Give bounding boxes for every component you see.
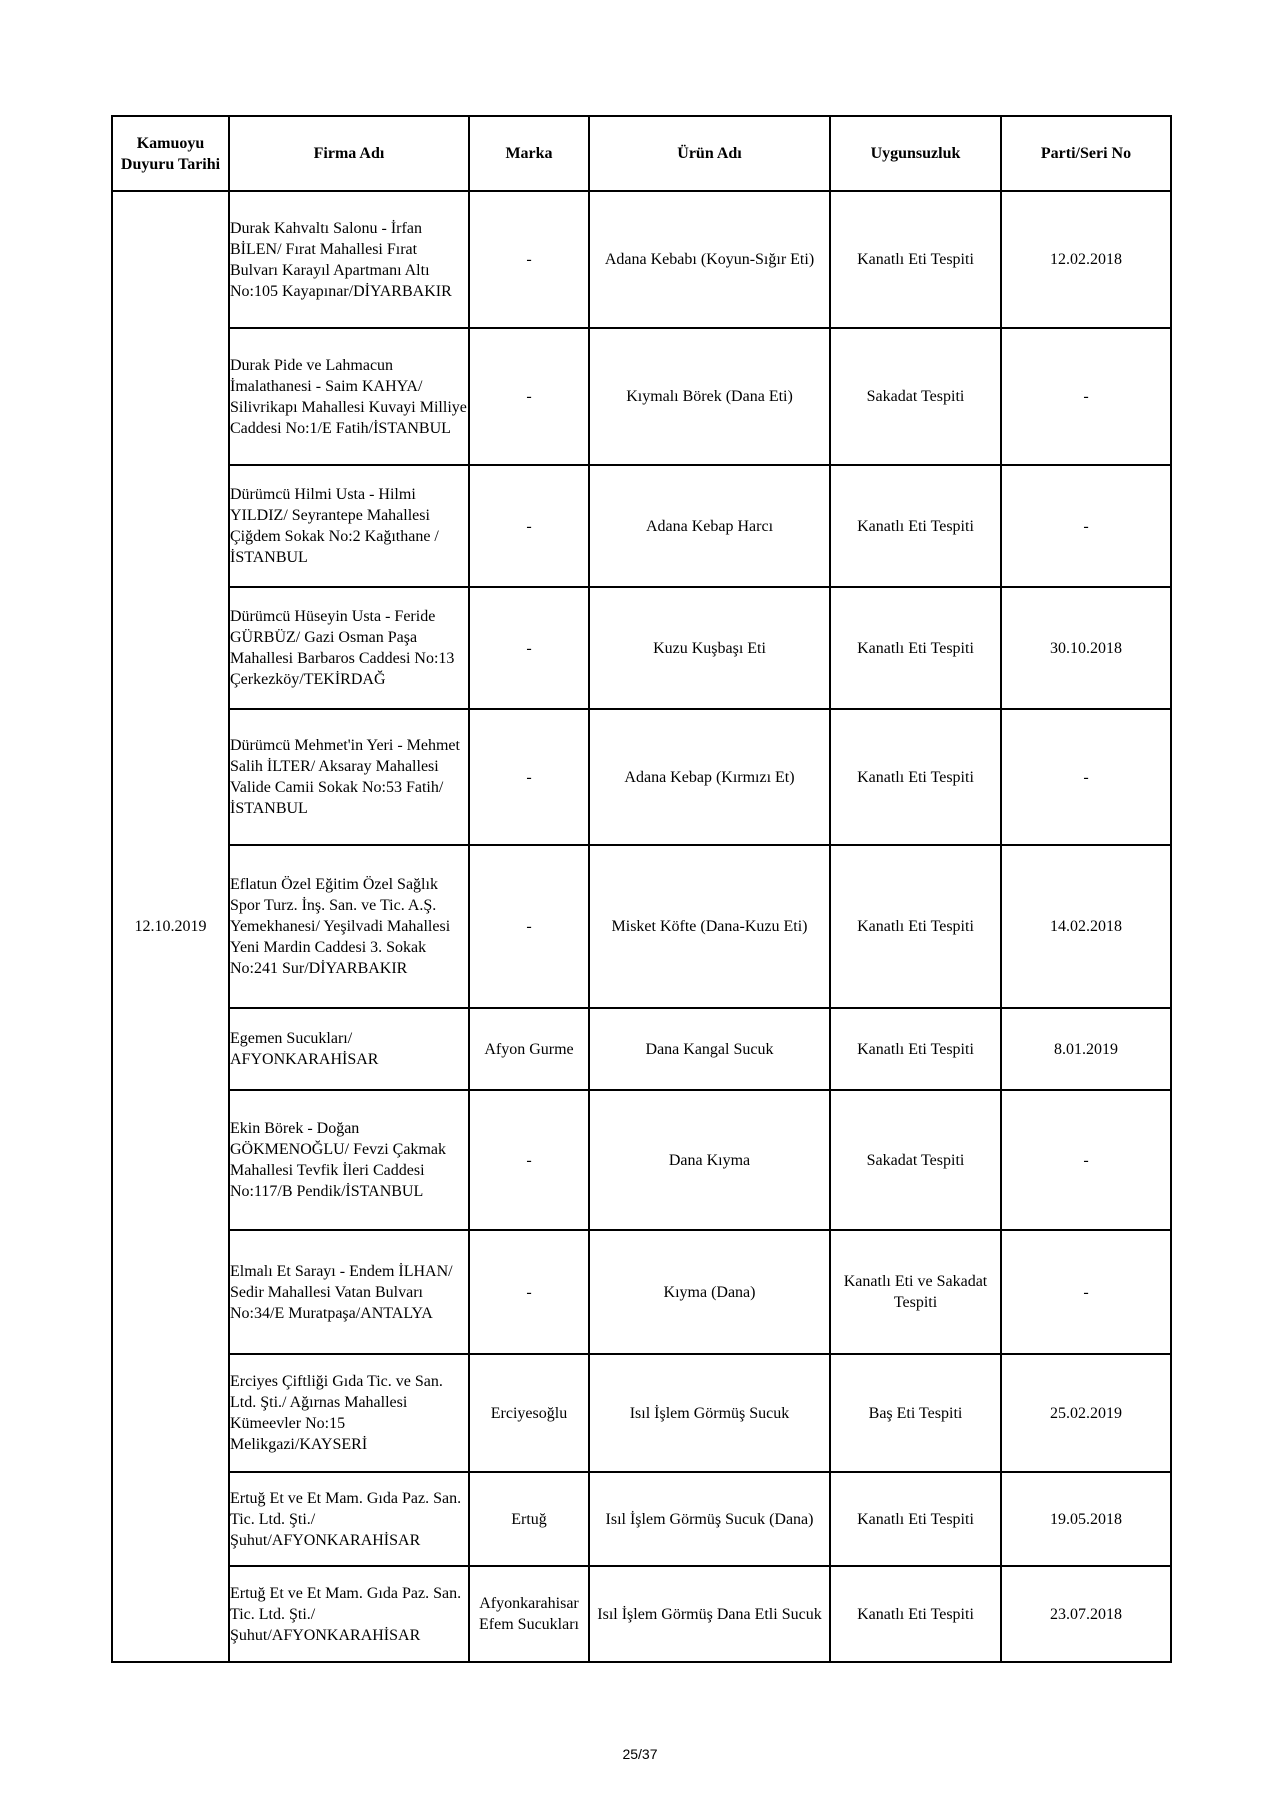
firma-cell: Dürümcü Mehmet'in Yeri - Mehmet Salih İLTER/ Aksaray Mahallesi Valide Camii Sokak No:53 Fatih/İSTANBUL bbox=[229, 709, 469, 845]
table-row bbox=[112, 1008, 1171, 1090]
uygunsuzluk-cell: Kanatlı Eti ve Sakadat Tespiti bbox=[830, 1230, 1001, 1354]
table-row bbox=[112, 328, 1171, 465]
firma-cell: Durak Pide ve Lahmacun İmalathanesi - Saim KAHYA/ Silivrikapı Mahallesi Kuvayi Milliye Caddesi No:1/E Fatih/İSTANBUL bbox=[229, 328, 469, 465]
uygunsuzluk-cell: Kanatlı Eti Tespiti bbox=[830, 1472, 1001, 1566]
marka-cell: Afyon Gurme bbox=[469, 1008, 589, 1090]
uygunsuzluk-cell: Kanatlı Eti Tespiti bbox=[830, 587, 1001, 709]
urun-cell: Isıl İşlem Görmüş Sucuk bbox=[589, 1354, 830, 1472]
table-row bbox=[112, 1090, 1171, 1230]
uygunsuzluk-cell: Kanatlı Eti Tespiti bbox=[830, 465, 1001, 587]
uygunsuzluk-cell: Sakadat Tespiti bbox=[830, 328, 1001, 465]
uygunsuzluk-cell: Sakadat Tespiti bbox=[830, 1090, 1001, 1230]
page-number: 25/37 bbox=[622, 1746, 658, 1762]
urun-cell: Kıyma (Dana) bbox=[589, 1230, 830, 1354]
marka-cell: - bbox=[469, 845, 589, 1008]
firma-cell: Egemen Sucukları/ AFYONKARAHİSAR bbox=[229, 1008, 469, 1090]
urun-cell: Misket Köfte (Dana-Kuzu Eti) bbox=[589, 845, 830, 1008]
marka-cell: - bbox=[469, 587, 589, 709]
urun-cell: Adana Kebabı (Koyun-Sığır Eti) bbox=[589, 191, 830, 328]
marka-cell: - bbox=[469, 709, 589, 845]
marka-cell: Erciyesoğlu bbox=[469, 1354, 589, 1472]
table-row bbox=[112, 191, 1171, 328]
header-parti: Parti/Seri No bbox=[1001, 116, 1171, 191]
table-row bbox=[112, 1566, 1171, 1662]
announcement-date: 12.10.2019 bbox=[112, 191, 229, 1662]
parti-cell: - bbox=[1001, 709, 1171, 845]
urun-cell: Dana Kıyma bbox=[589, 1090, 830, 1230]
table-row bbox=[112, 587, 1171, 709]
table-row bbox=[112, 1354, 1171, 1472]
firma-cell: Erciyes Çiftliği Gıda Tic. ve San. Ltd. Şti./ Ağırnas Mahallesi Kümeevler No:15 Melikgazi/KAYSERİ bbox=[229, 1354, 469, 1472]
table-row bbox=[112, 465, 1171, 587]
uygunsuzluk-cell: Kanatlı Eti Tespiti bbox=[830, 1566, 1001, 1662]
parti-cell: - bbox=[1001, 465, 1171, 587]
marka-cell: Afyonkarahisar Efem Sucukları bbox=[469, 1566, 589, 1662]
firma-cell: Ertuğ Et ve Et Mam. Gıda Paz. San. Tic. Ltd. Şti./ Şuhut/AFYONKARAHİSAR bbox=[229, 1566, 469, 1662]
marka-cell: - bbox=[469, 191, 589, 328]
table-row bbox=[112, 1230, 1171, 1354]
urun-cell: Adana Kebap (Kırmızı Et) bbox=[589, 709, 830, 845]
marka-cell: Ertuğ bbox=[469, 1472, 589, 1566]
parti-cell: 12.02.2018 bbox=[1001, 191, 1171, 328]
header-tarih: Kamuoyu Duyuru Tarihi bbox=[112, 116, 229, 191]
urun-cell: Isıl İşlem Görmüş Sucuk (Dana) bbox=[589, 1472, 830, 1566]
parti-cell: - bbox=[1001, 1090, 1171, 1230]
uygunsuzluk-cell: Kanatlı Eti Tespiti bbox=[830, 845, 1001, 1008]
firma-cell: Ekin Börek - Doğan GÖKMENOĞLU/ Fevzi Çakmak Mahallesi Tevfik İleri Caddesi No:117/B Pendik/İSTANBUL bbox=[229, 1090, 469, 1230]
table-row bbox=[112, 845, 1171, 1008]
marka-cell: - bbox=[469, 1230, 589, 1354]
firma-cell: Dürümcü Hilmi Usta - Hilmi YILDIZ/ Seyrantepe Mahallesi Çiğdem Sokak No:2 Kağıthane /İSTANBUL bbox=[229, 465, 469, 587]
header-row bbox=[112, 116, 1171, 191]
header-marka: Marka bbox=[469, 116, 589, 191]
urun-cell: Kuzu Kuşbaşı Eti bbox=[589, 587, 830, 709]
header-uygunsuzluk: Uygunsuzluk bbox=[830, 116, 1001, 191]
urun-cell: Isıl İşlem Görmüş Dana Etli Sucuk bbox=[589, 1566, 830, 1662]
parti-cell: 14.02.2018 bbox=[1001, 845, 1171, 1008]
parti-cell: 25.02.2019 bbox=[1001, 1354, 1171, 1472]
announcement-table bbox=[111, 115, 1172, 1663]
uygunsuzluk-cell: Baş Eti Tespiti bbox=[830, 1354, 1001, 1472]
firma-cell: Eflatun Özel Eğitim Özel Sağlık Spor Turz. İnş. San. ve Tic. A.Ş. Yemekhanesi/ Yeşilvadi Mahallesi Yeni Mardin Caddesi 3. Sokak No:241 Sur/DİYARBAKIR bbox=[229, 845, 469, 1008]
firma-cell: Durak Kahvaltı Salonu - İrfan BİLEN/ Fırat Mahallesi Fırat Bulvarı Karayıl Apartmanı Altı No:105 Kayapınar/DİYARBAKIR bbox=[229, 191, 469, 328]
table-row bbox=[112, 709, 1171, 845]
parti-cell: - bbox=[1001, 1230, 1171, 1354]
parti-cell: 23.07.2018 bbox=[1001, 1566, 1171, 1662]
uygunsuzluk-cell: Kanatlı Eti Tespiti bbox=[830, 1008, 1001, 1090]
urun-cell: Dana Kangal Sucuk bbox=[589, 1008, 830, 1090]
header-urun: Ürün Adı bbox=[589, 116, 830, 191]
parti-cell: 8.01.2019 bbox=[1001, 1008, 1171, 1090]
firma-cell: Elmalı Et Sarayı - Endem İLHAN/ Sedir Mahallesi Vatan Bulvarı No:34/E Muratpaşa/ANTALYA bbox=[229, 1230, 469, 1354]
marka-cell: - bbox=[469, 328, 589, 465]
urun-cell: Adana Kebap Harcı bbox=[589, 465, 830, 587]
table-row bbox=[112, 1472, 1171, 1566]
parti-cell: 30.10.2018 bbox=[1001, 587, 1171, 709]
firma-cell: Ertuğ Et ve Et Mam. Gıda Paz. San. Tic. Ltd. Şti./ Şuhut/AFYONKARAHİSAR bbox=[229, 1472, 469, 1566]
marka-cell: - bbox=[469, 465, 589, 587]
parti-cell: - bbox=[1001, 328, 1171, 465]
urun-cell: Kıymalı Börek (Dana Eti) bbox=[589, 328, 830, 465]
parti-cell: 19.05.2018 bbox=[1001, 1472, 1171, 1566]
firma-cell: Dürümcü Hüseyin Usta - Feride GÜRBÜZ/ Gazi Osman Paşa Mahallesi Barbaros Caddesi No:13 Çerkezköy/TEKİRDAĞ bbox=[229, 587, 469, 709]
header-firma: Firma Adı bbox=[229, 116, 469, 191]
marka-cell: - bbox=[469, 1090, 589, 1230]
uygunsuzluk-cell: Kanatlı Eti Tespiti bbox=[830, 709, 1001, 845]
uygunsuzluk-cell: Kanatlı Eti Tespiti bbox=[830, 191, 1001, 328]
